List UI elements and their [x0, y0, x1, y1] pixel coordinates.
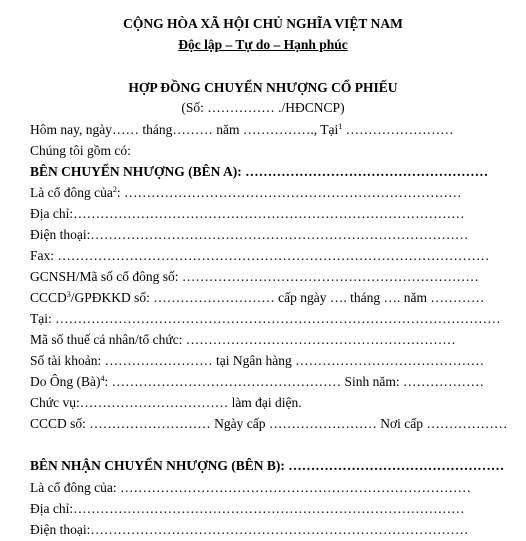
party-a-representative — [30, 374, 484, 390]
party-b-phone: Điện thoại:………………………………………………………………………… — [30, 522, 469, 537]
contract-title: HỢP ĐỒNG CHUYỂN NHƯỢNG CỔ PHIẾU — [128, 80, 398, 95]
field-dots: : ………………………………………………………………… — [116, 185, 462, 200]
footnote-ref-2: 2 — [112, 185, 117, 194]
national-motto — [0, 37, 526, 53]
party-a-rep-id: CCCD số: ……………………… Ngày cấp …………………… Nơi cấp ……………… — [30, 416, 508, 431]
date-line-text: Hôm nay, ngày…… tháng……… năm ……………., Tại — [30, 122, 339, 137]
party-b-shareholder-of: Là cổ đông của: …………………………………………………………………… — [30, 480, 471, 495]
party-a-address: Địa chỉ:…………………………………………………………………………… — [30, 206, 465, 221]
party-a-id-card — [30, 290, 484, 306]
contract-number: (Số: …………… ./HĐCNCP) — [181, 100, 345, 115]
footnote-ref-1: 1 — [338, 122, 343, 131]
party-a-tax-code: Mã số thuế cá nhân/tổ chức: …………………………………………………… — [30, 332, 456, 347]
field-dots: : …………………………………………… Sinh năm: ……………… — [104, 374, 485, 389]
date-line-tail: …………………… — [342, 122, 454, 137]
field-label: Do Ông (Bà) — [30, 374, 101, 389]
date-line — [30, 122, 454, 138]
party-b-address: Địa chỉ:…………………………………………………………………………… — [30, 501, 465, 516]
field-dots: /GPĐKKD số: ……………………… cấp ngày …. tháng …. năm ………… — [70, 290, 485, 305]
parties-intro: Chúng tôi gồm có: — [30, 143, 131, 158]
party-a-fax: Fax: …………………………………………………………………………………… — [30, 248, 490, 263]
party-b-heading: BÊN NHẬN CHUYỂN NHƯỢNG (BÊN B): ………………………………………… — [30, 458, 505, 473]
party-a-issued-at: Tại: ……………………………………………………………………………………… — [30, 311, 501, 326]
motto-text: Độc lập – Tự do – Hạnh phúc — [178, 37, 348, 52]
party-a-shareholder-of — [30, 185, 461, 201]
country-heading: CỘNG HÒA XÃ HỘI CHỦ NGHĨA VIỆT NAM — [123, 16, 403, 31]
footnote-ref-4: 4 — [100, 374, 105, 383]
party-a-shareholder-code: GCNSH/Mã số cổ đông số: ………………………………………………………… — [30, 269, 479, 284]
party-a-heading: BÊN CHUYỂN NHƯỢNG (BÊN A): ……………………………………………… — [30, 164, 489, 179]
field-label: Là cổ đông của — [30, 185, 113, 200]
field-label: CCCD — [30, 290, 67, 305]
party-a-phone: Điện thoại:………………………………………………………………………… — [30, 227, 469, 242]
party-a-position: Chức vụ:…………………………… làm đại diện. — [30, 395, 302, 410]
party-a-bank-account: Số tài khoản: …………………… tại Ngân hàng …………………………………… — [30, 353, 485, 368]
footnote-ref-3: 3 — [66, 290, 71, 299]
